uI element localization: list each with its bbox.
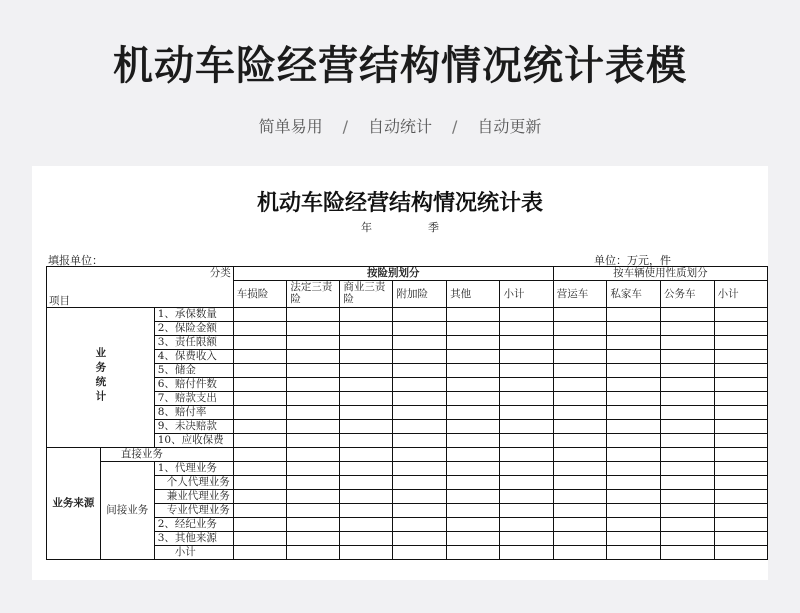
data-cell	[607, 308, 661, 322]
row-label: 4、保费收入	[154, 350, 233, 364]
data-cell	[553, 546, 607, 560]
item-label: 项目	[49, 294, 70, 307]
data-cell	[447, 490, 500, 504]
data-cell	[500, 546, 553, 560]
data-cell	[553, 350, 607, 364]
data-cell	[447, 322, 500, 336]
data-cell	[393, 406, 447, 420]
table-row	[47, 364, 768, 378]
data-cell	[340, 476, 393, 490]
row-label: 6、赔付件数	[154, 378, 233, 392]
data-cell	[340, 350, 393, 364]
data-cell	[500, 350, 553, 364]
data-cell	[553, 518, 607, 532]
data-cell	[714, 490, 767, 504]
row-label: 3、责任限额	[154, 336, 233, 350]
data-cell	[714, 476, 767, 490]
data-cell	[340, 532, 393, 546]
data-cell	[447, 378, 500, 392]
document-preview	[32, 166, 768, 580]
row-label: 3、其他来源	[154, 532, 233, 546]
unit-label: 单位：万元，件	[594, 254, 671, 267]
data-cell	[553, 448, 607, 462]
data-cell	[661, 420, 715, 434]
data-cell	[661, 378, 715, 392]
data-cell	[447, 532, 500, 546]
col-header: 其他	[447, 281, 500, 308]
data-cell	[661, 406, 715, 420]
col-header: 车损险	[233, 281, 287, 308]
data-cell	[714, 462, 767, 476]
table-row	[47, 448, 768, 462]
data-cell	[714, 350, 767, 364]
row-label: 1、代理业务	[154, 462, 233, 476]
header-row-1	[47, 267, 768, 281]
diagonal-line	[47, 267, 209, 307]
data-cell	[340, 434, 393, 448]
data-cell	[287, 476, 340, 490]
data-cell	[714, 336, 767, 350]
data-cell	[607, 546, 661, 560]
data-cell	[447, 518, 500, 532]
data-cell	[340, 462, 393, 476]
data-cell	[233, 476, 287, 490]
data-cell	[607, 364, 661, 378]
data-cell	[714, 406, 767, 420]
data-cell	[287, 504, 340, 518]
data-cell	[233, 490, 287, 504]
col-header: 商业三责险	[340, 281, 393, 308]
data-cell	[393, 518, 447, 532]
data-cell	[607, 336, 661, 350]
table-row	[47, 336, 768, 350]
data-cell	[714, 308, 767, 322]
data-cell	[393, 420, 447, 434]
data-cell	[393, 532, 447, 546]
data-cell	[607, 434, 661, 448]
data-cell	[553, 392, 607, 406]
tag-auto-update: 自动更新	[477, 117, 542, 136]
data-cell	[447, 406, 500, 420]
data-cell	[233, 392, 287, 406]
data-cell	[661, 364, 715, 378]
data-cell	[287, 546, 340, 560]
data-cell	[500, 476, 553, 490]
period-quarter: 季	[428, 221, 439, 234]
table-row	[47, 350, 768, 364]
col-header: 小计	[500, 281, 553, 308]
data-cell	[447, 448, 500, 462]
data-cell	[287, 518, 340, 532]
tag-separator: /	[342, 117, 348, 136]
table-row	[47, 462, 768, 476]
section-source-label: 业务来源	[47, 448, 101, 560]
data-cell	[714, 546, 767, 560]
row-label: 9、未决赔款	[154, 420, 233, 434]
data-cell	[714, 504, 767, 518]
data-cell	[287, 378, 340, 392]
data-cell	[447, 420, 500, 434]
banner-title: 机动车险经营结构情况统计表模	[113, 43, 687, 89]
row-label: 5、储金	[154, 364, 233, 378]
row-label: 2、保险金额	[154, 322, 233, 336]
data-cell	[287, 336, 340, 350]
data-cell	[447, 364, 500, 378]
data-cell	[500, 490, 553, 504]
data-cell	[393, 504, 447, 518]
table-row	[47, 406, 768, 420]
data-cell	[714, 392, 767, 406]
data-cell	[340, 546, 393, 560]
data-cell	[553, 434, 607, 448]
table-row	[47, 308, 768, 322]
data-cell	[553, 364, 607, 378]
data-cell	[607, 350, 661, 364]
data-cell	[553, 490, 607, 504]
table-row	[47, 504, 768, 518]
data-cell	[393, 392, 447, 406]
data-cell	[287, 364, 340, 378]
data-cell	[393, 378, 447, 392]
col-header: 法定三责险	[287, 281, 340, 308]
data-cell	[714, 434, 767, 448]
data-cell	[287, 420, 340, 434]
data-cell	[661, 518, 715, 532]
table-row	[47, 532, 768, 546]
data-cell	[393, 336, 447, 350]
data-cell	[287, 406, 340, 420]
data-cell	[607, 322, 661, 336]
data-cell	[233, 322, 287, 336]
data-cell	[393, 308, 447, 322]
data-cell	[500, 364, 553, 378]
group-by-risk-header: 按险别划分	[233, 267, 553, 281]
table-row	[47, 420, 768, 434]
table-row	[47, 490, 768, 504]
data-cell	[447, 504, 500, 518]
data-cell	[233, 434, 287, 448]
data-cell	[233, 364, 287, 378]
data-cell	[233, 336, 287, 350]
data-cell	[500, 420, 553, 434]
table-row	[47, 546, 768, 560]
data-cell	[393, 462, 447, 476]
data-cell	[607, 392, 661, 406]
table-row	[47, 434, 768, 448]
data-cell	[340, 378, 393, 392]
data-cell	[233, 350, 287, 364]
period-year: 年	[361, 221, 372, 234]
data-cell	[553, 322, 607, 336]
data-cell	[393, 364, 447, 378]
data-cell	[340, 406, 393, 420]
row-label-direct: 直接业务	[100, 448, 233, 462]
data-cell	[500, 322, 553, 336]
data-cell	[287, 308, 340, 322]
data-cell	[287, 448, 340, 462]
data-cell	[661, 448, 715, 462]
data-cell	[447, 476, 500, 490]
data-cell	[500, 392, 553, 406]
data-cell	[661, 462, 715, 476]
statistics-table	[46, 266, 768, 560]
data-cell	[500, 462, 553, 476]
data-cell	[607, 476, 661, 490]
data-cell	[287, 392, 340, 406]
data-cell	[447, 462, 500, 476]
data-cell	[553, 532, 607, 546]
row-label: 个人代理业务	[154, 476, 233, 490]
col-header: 小计	[714, 281, 767, 308]
data-cell	[233, 420, 287, 434]
row-label: 10、应收保费	[154, 434, 233, 448]
data-cell	[393, 546, 447, 560]
table-row	[47, 322, 768, 336]
data-cell	[233, 532, 287, 546]
data-cell	[714, 420, 767, 434]
data-cell	[500, 504, 553, 518]
document-title: 机动车险经营结构情况统计表	[256, 190, 543, 216]
col-header: 附加险	[393, 281, 447, 308]
row-label: 专业代理业务	[154, 504, 233, 518]
corner-header-cell	[47, 267, 234, 308]
data-cell	[447, 392, 500, 406]
group-by-vehicle-header: 按车辆使用性质划分	[553, 267, 767, 281]
data-cell	[607, 448, 661, 462]
data-cell	[340, 504, 393, 518]
data-cell	[553, 462, 607, 476]
data-cell	[661, 434, 715, 448]
row-label: 小计	[154, 546, 233, 560]
data-cell	[661, 504, 715, 518]
data-cell	[287, 434, 340, 448]
row-label-indirect: 间接业务	[100, 462, 154, 560]
data-cell	[553, 336, 607, 350]
data-cell	[500, 518, 553, 532]
data-cell	[714, 448, 767, 462]
data-cell	[340, 392, 393, 406]
data-cell	[393, 322, 447, 336]
data-cell	[500, 378, 553, 392]
table-row	[47, 392, 768, 406]
data-cell	[714, 364, 767, 378]
data-cell	[607, 462, 661, 476]
data-cell	[661, 392, 715, 406]
data-cell	[393, 490, 447, 504]
data-cell	[340, 322, 393, 336]
data-cell	[661, 322, 715, 336]
data-cell	[233, 406, 287, 420]
data-cell	[714, 322, 767, 336]
data-cell	[340, 364, 393, 378]
data-cell	[500, 308, 553, 322]
data-cell	[287, 350, 340, 364]
data-cell	[233, 308, 287, 322]
data-cell	[340, 518, 393, 532]
data-cell	[661, 308, 715, 322]
data-cell	[607, 420, 661, 434]
table-row	[47, 518, 768, 532]
data-cell	[233, 504, 287, 518]
data-cell	[553, 308, 607, 322]
data-cell	[553, 476, 607, 490]
data-cell	[233, 546, 287, 560]
data-cell	[553, 420, 607, 434]
data-cell	[661, 476, 715, 490]
data-cell	[287, 490, 340, 504]
data-cell	[340, 308, 393, 322]
data-cell	[340, 448, 393, 462]
data-cell	[340, 420, 393, 434]
banner-tagline	[0, 114, 800, 137]
filler-label: 填报单位：	[48, 254, 103, 267]
data-cell	[553, 504, 607, 518]
category-label: 分类	[209, 267, 231, 279]
data-cell	[447, 350, 500, 364]
data-cell	[661, 350, 715, 364]
data-cell	[607, 504, 661, 518]
table-row	[47, 476, 768, 490]
col-header: 营运车	[553, 281, 607, 308]
data-cell	[447, 546, 500, 560]
data-cell	[553, 406, 607, 420]
data-cell	[607, 490, 661, 504]
col-header: 公务车	[661, 281, 715, 308]
row-label: 兼业代理业务	[154, 490, 233, 504]
data-cell	[607, 532, 661, 546]
data-cell	[607, 406, 661, 420]
document-period	[32, 219, 768, 235]
data-cell	[661, 490, 715, 504]
data-cell	[607, 518, 661, 532]
data-cell	[714, 378, 767, 392]
row-label: 8、赔付率	[154, 406, 233, 420]
data-cell	[500, 336, 553, 350]
data-cell	[287, 532, 340, 546]
data-cell	[447, 434, 500, 448]
data-cell	[447, 336, 500, 350]
data-cell	[393, 350, 447, 364]
data-cell	[233, 378, 287, 392]
data-cell	[500, 448, 553, 462]
data-cell	[714, 518, 767, 532]
data-cell	[340, 490, 393, 504]
row-label: 1、承保数量	[154, 308, 233, 322]
data-cell	[661, 532, 715, 546]
section-business-label: 业务统计	[47, 308, 155, 448]
data-cell	[500, 532, 553, 546]
data-cell	[393, 434, 447, 448]
data-cell	[393, 476, 447, 490]
data-cell	[500, 434, 553, 448]
data-cell	[287, 462, 340, 476]
data-cell	[607, 378, 661, 392]
data-cell	[500, 406, 553, 420]
tag-easy: 简单易用	[258, 117, 323, 136]
data-cell	[233, 448, 287, 462]
data-cell	[393, 448, 447, 462]
row-label: 2、经纪业务	[154, 518, 233, 532]
data-cell	[340, 336, 393, 350]
data-cell	[447, 308, 500, 322]
col-header: 私家车	[607, 281, 661, 308]
data-cell	[661, 546, 715, 560]
tag-auto-stat: 自动统计	[367, 117, 432, 136]
row-label: 7、赔款支出	[154, 392, 233, 406]
tag-separator: /	[452, 117, 458, 136]
table-row	[47, 378, 768, 392]
data-cell	[661, 336, 715, 350]
data-cell	[553, 378, 607, 392]
data-cell	[714, 532, 767, 546]
data-cell	[287, 322, 340, 336]
data-cell	[233, 518, 287, 532]
data-cell	[233, 462, 287, 476]
